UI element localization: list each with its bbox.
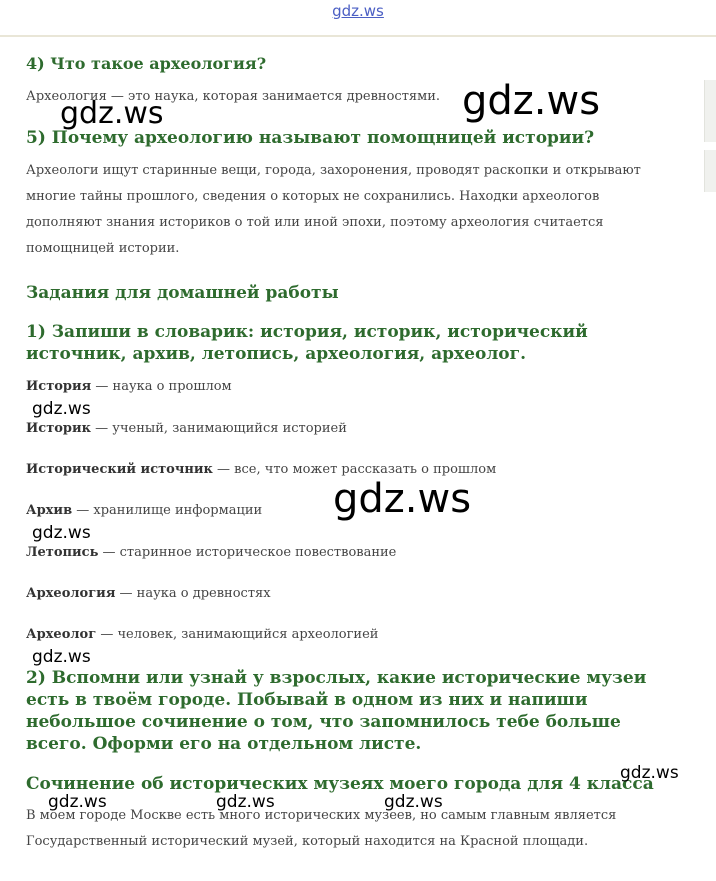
definition-term: Архив [26, 503, 73, 518]
definition-text: — наука о древностях [115, 586, 271, 601]
watermark: gdz.ws [32, 399, 91, 419]
watermark: gdz.ws [620, 763, 679, 783]
definition-archive [26, 501, 262, 521]
definition-text: — человек, занимающийся археологией [96, 627, 379, 642]
definition-text: — старинное историческое повествование [98, 545, 397, 560]
definition-term: История [26, 379, 92, 394]
essay-title: Сочинение об исторических музеях моего города для 4 класса [26, 774, 654, 794]
sidebar-edge-bottom [704, 150, 716, 192]
definition-historian [26, 419, 347, 439]
definition-term: Исторический источник [26, 462, 213, 477]
definition-term: Летопись [26, 545, 99, 560]
definition-archaeology [26, 584, 271, 604]
watermark: gdz.ws [333, 476, 472, 522]
definition-text: — ученый, занимающийся историей [91, 421, 347, 436]
question-5-title: 5) Почему археологию называют помощницей истории? [26, 128, 595, 148]
definition-history [26, 377, 232, 397]
definition-text: — все, что может рассказать о прошлом [212, 462, 497, 477]
homework-title: Задания для домашней работы [26, 283, 339, 303]
question-4-title: 4) Что такое археология? [26, 54, 267, 73]
watermark: gdz.ws [462, 78, 601, 124]
watermark: gdz.ws [32, 647, 91, 667]
definition-chronicle [26, 543, 396, 563]
question-4-answer: Археология — это наука, которая занимается древностями. [26, 89, 441, 104]
definition-archaeologist [26, 625, 378, 645]
watermark: gdz.ws [216, 792, 275, 812]
essay-text: В моем городе Москве есть много исторических музеев, но самым главным является Государственный исторический музей, который находится на Красной площади. [26, 808, 617, 849]
watermark: gdz.ws [32, 523, 91, 543]
definition-text: — хранилище информации [72, 503, 263, 518]
watermark: gdz.ws [60, 96, 164, 131]
definition-text: — наука о прошлом [91, 379, 232, 394]
question-5-answer: Археологи ищут старинные вещи, города, захоронения, проводят раскопки и открывают многие тайны прошлого, сведения о которых не сохранились. Находки археологов дополняют знания историков о той или иной эпохи, поэтому археология считается помощницей истории. [26, 163, 641, 256]
task-1-title: 1) Запиши в словарик: история, историк, исторический источник, архив, летопись, археология, археолог. [26, 322, 588, 364]
definition-term: Археология [26, 586, 116, 601]
watermark: gdz.ws [48, 792, 107, 812]
task-2-title: 2) Вспомни или узнай у взрослых, какие исторические музеи есть в твоём городе. Побывай в одном из них и напиши небольшое сочинение о том, что запомнилось тебе больше всего. Оформи его на отдельном листе. [26, 668, 647, 754]
site-link[interactable]: gdz.ws [332, 2, 384, 20]
sidebar-edge-top [704, 80, 716, 142]
top-bar [0, 0, 716, 37]
watermark: gdz.ws [384, 792, 443, 812]
definition-term: Археолог [26, 627, 97, 642]
definition-term: Историк [26, 421, 92, 436]
